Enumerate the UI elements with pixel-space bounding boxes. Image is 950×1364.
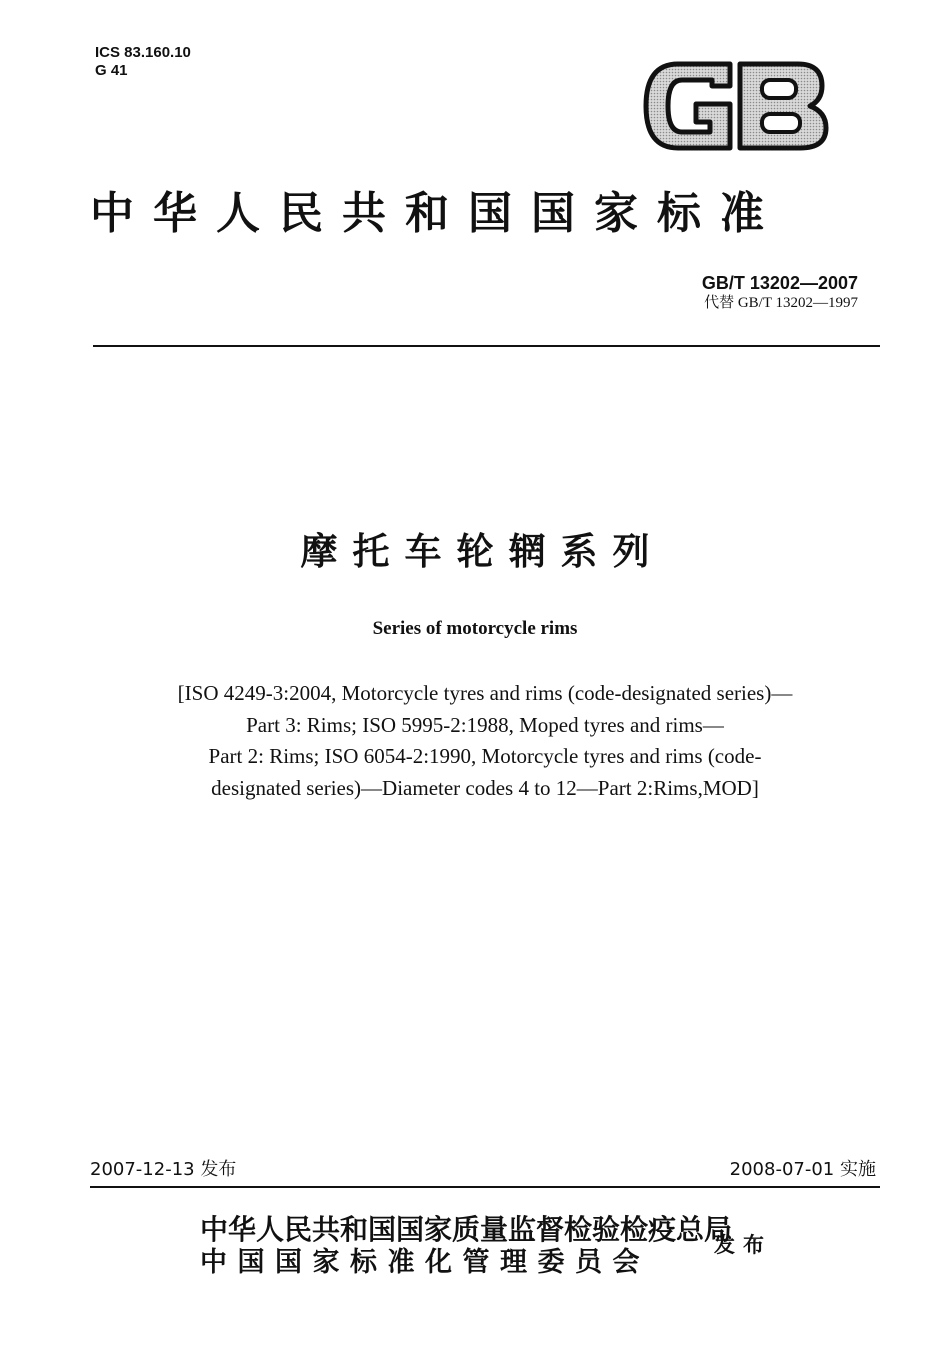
- gb-logo-icon: [638, 56, 830, 156]
- issue-label: 发布: [714, 1233, 772, 1257]
- iso-references: [100, 678, 870, 804]
- iso-ref-line: Part 2: Rims; ISO 6054-2:1990, Motorcycle tyres and rims (code-: [208, 744, 762, 768]
- standard-number: GB/T 13202—2007: [701, 273, 858, 293]
- replaced-standard: 代替 GB/T 13202—1997: [704, 295, 858, 311]
- iso-ref-line: Part 3: Rims; ISO 5995-2:1988, Moped tyres and rims—: [246, 712, 724, 737]
- gb-logo: [638, 56, 830, 156]
- issuer-sac: 中国国家标准化管理委员会: [200, 1247, 650, 1278]
- classification-codes: [95, 44, 191, 80]
- iso-ref-line: [ISO 4249-3:2004, Motorcycle tyres and rims (code-designated series)—: [177, 681, 793, 705]
- iso-ref-line: designated series)—Diameter codes 4 to 12—Part 2:Rims,MOD]: [211, 775, 759, 800]
- implementation-date: 2008-07-01 实施: [729, 1159, 876, 1180]
- top-divider: [93, 345, 880, 347]
- publish-date: 2007-12-13 发布: [90, 1159, 237, 1180]
- document-title-en: Series of motorcycle rims: [372, 618, 578, 639]
- bottom-divider: [90, 1186, 880, 1188]
- ics-code: ICS 83.160.10: [95, 44, 191, 61]
- ccs-code: G 41: [95, 62, 128, 79]
- standard-body-title: 中华人民共和国国家标准: [90, 188, 783, 239]
- document-title-cn: 摩托车轮辋系列: [300, 530, 665, 573]
- issuer-aqsiq: 中华人民共和国国家质量监督检验检疫总局: [200, 1213, 733, 1246]
